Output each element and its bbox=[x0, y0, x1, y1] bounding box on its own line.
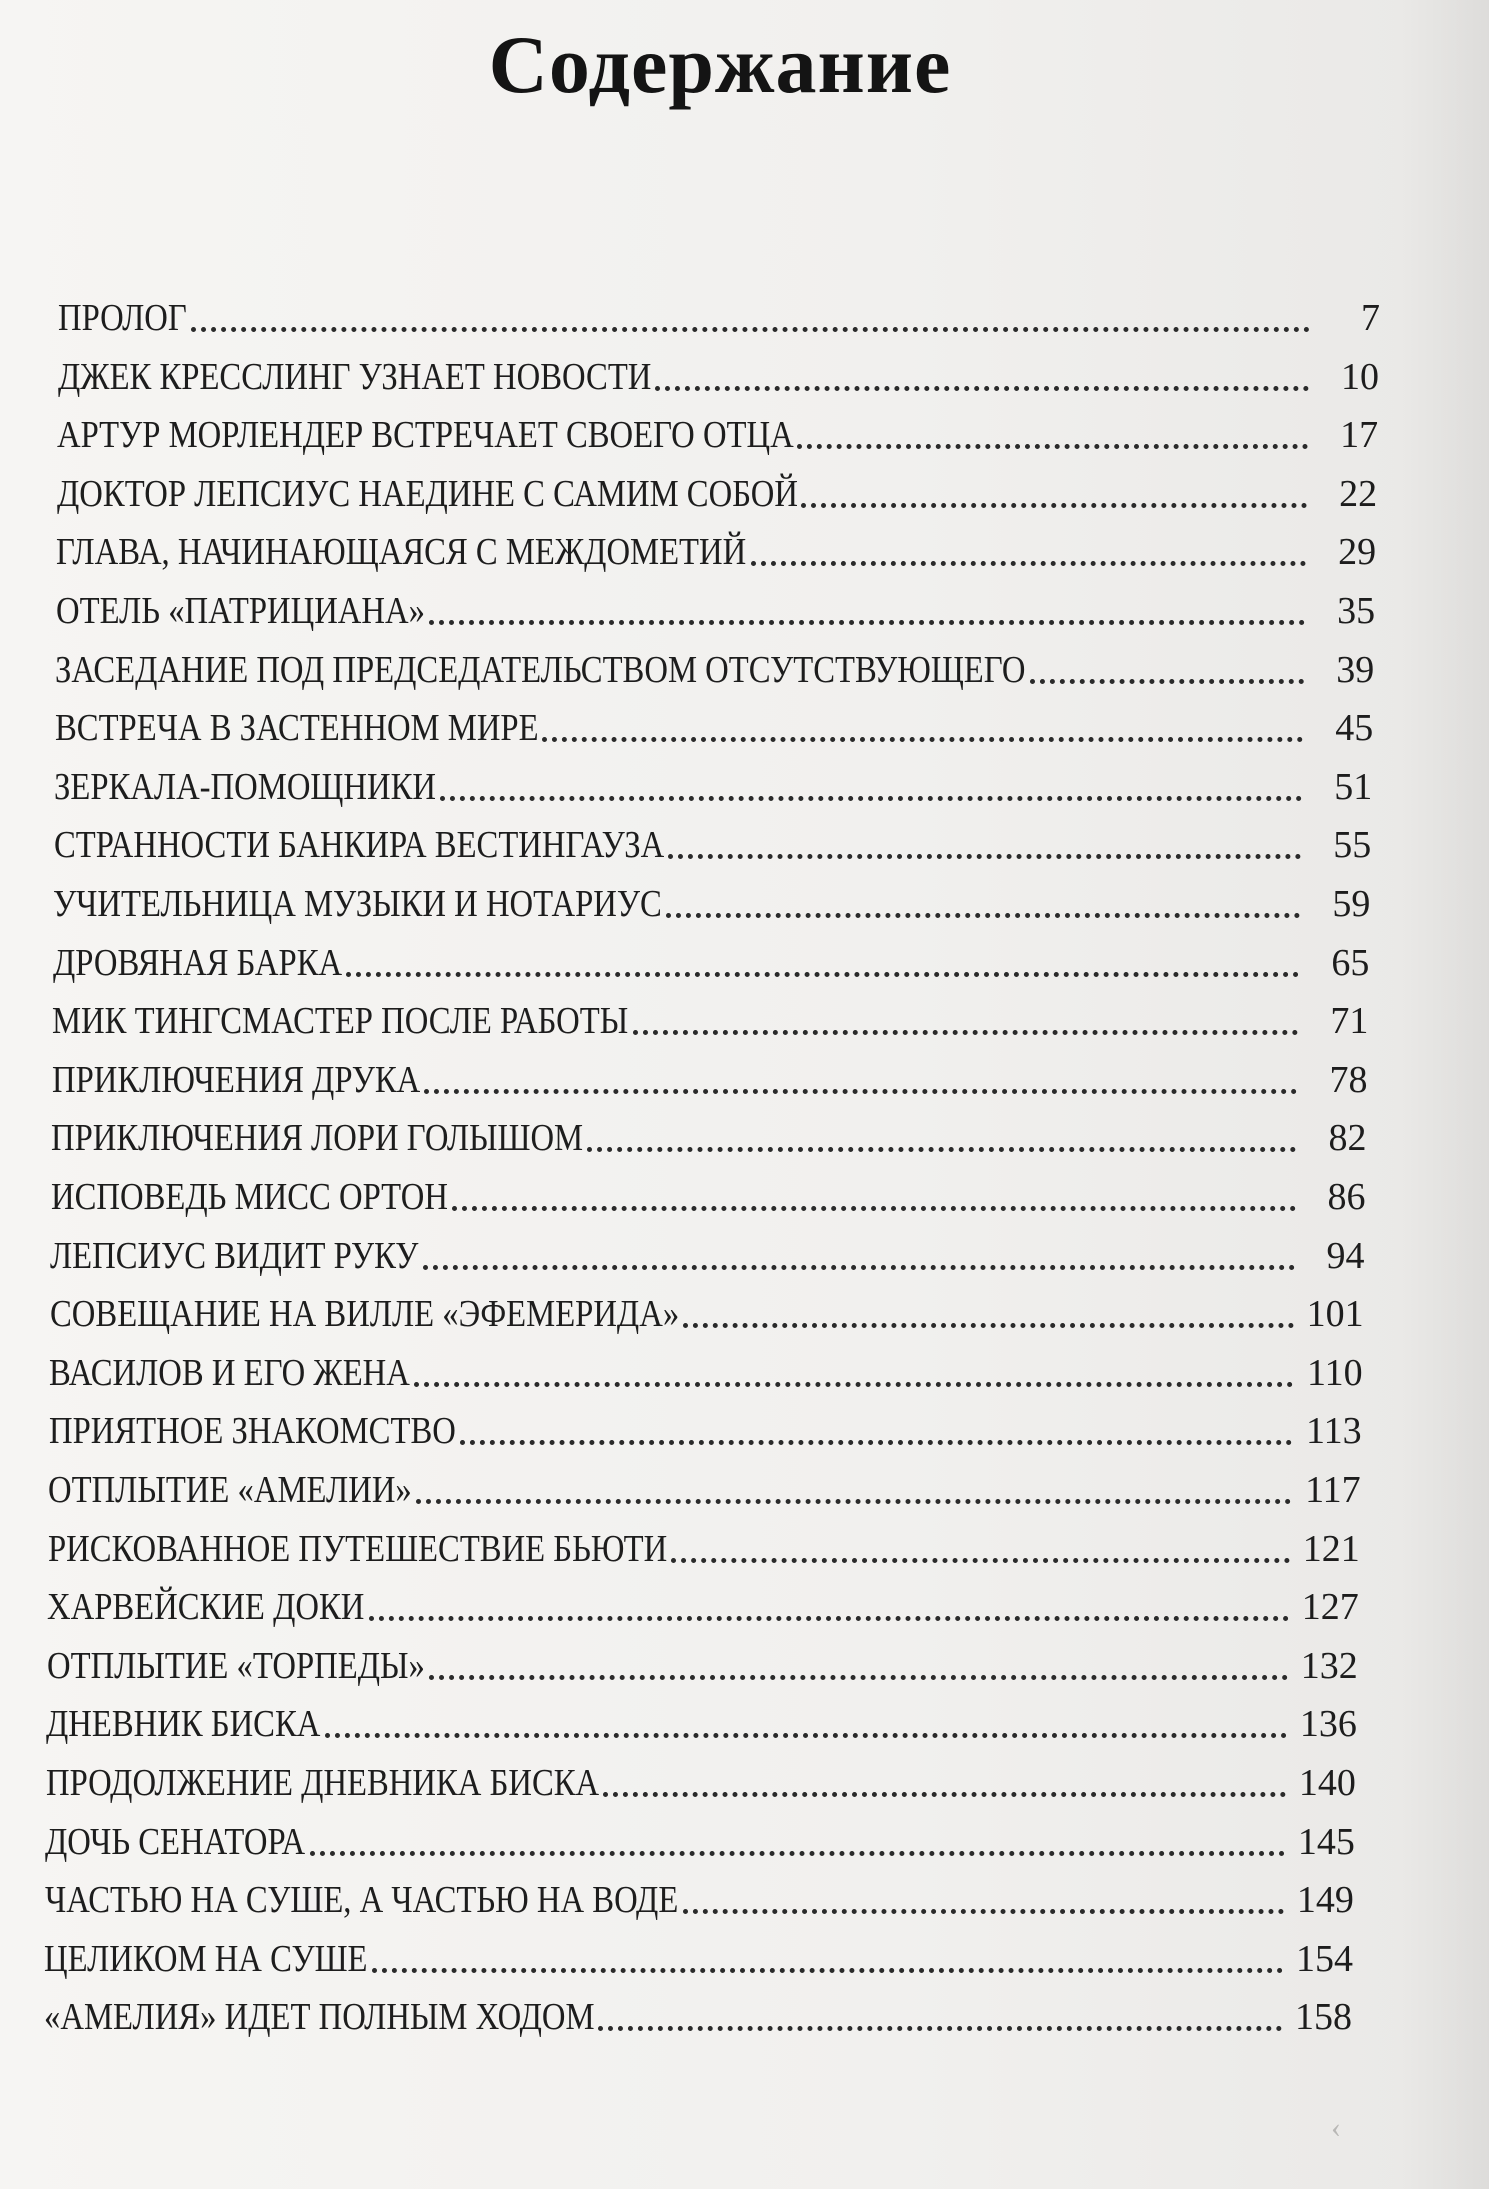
toc-entry bbox=[53, 868, 1370, 926]
toc-dot-leader bbox=[598, 2016, 1282, 2031]
toc-dot-leader bbox=[633, 1020, 1299, 1035]
toc-entry-page: 7 bbox=[1361, 297, 1380, 339]
toc-dot-leader bbox=[666, 903, 1301, 918]
toc-entry bbox=[54, 809, 1372, 867]
toc-entry-title: ДОЧЬ СЕНАТОРА bbox=[45, 1820, 306, 1863]
toc-entry-page: 140 bbox=[1298, 1762, 1356, 1804]
toc-entry-page: 78 bbox=[1329, 1058, 1368, 1101]
toc-dot-leader bbox=[440, 786, 1302, 801]
toc-entry-title: ПРИЯТНОЕ ЗНАКОМСТВО bbox=[48, 1410, 456, 1453]
toc-entry bbox=[44, 1923, 1352, 1981]
toc-entry bbox=[53, 927, 1370, 985]
toc-dot-leader bbox=[423, 1255, 1294, 1270]
toc-entry-page: 154 bbox=[1295, 1937, 1353, 1980]
toc-entry-page: 94 bbox=[1326, 1234, 1365, 1277]
toc-entry-title: СОВЕЩАНИЕ НА ВИЛЛЕ «ЭФЕМЕРИДА» bbox=[49, 1293, 679, 1336]
toc-entry bbox=[49, 1395, 1362, 1453]
toc-dot-leader bbox=[416, 1489, 1291, 1504]
toc-entry-title: ОТПЛЫТИЕ «АМЕЛИИ» bbox=[48, 1469, 413, 1511]
toc-dot-leader bbox=[424, 1079, 1297, 1094]
toc-dot-leader bbox=[668, 844, 1301, 859]
toc-entry-page: 149 bbox=[1296, 1879, 1354, 1922]
toc-dot-leader bbox=[191, 317, 1310, 332]
toc-entry-page: 35 bbox=[1337, 590, 1376, 632]
toc-entry bbox=[50, 1278, 1364, 1336]
toc-entry bbox=[57, 399, 1378, 457]
toc-dot-leader bbox=[801, 493, 1307, 508]
page-title: Содержание bbox=[488, 19, 952, 110]
toc-entry-page: 86 bbox=[1327, 1176, 1366, 1218]
toc-entry bbox=[47, 1571, 1358, 1629]
toc-entry bbox=[58, 282, 1380, 340]
toc-entry bbox=[47, 1630, 1358, 1688]
toc-entry-page: 110 bbox=[1307, 1351, 1363, 1394]
toc-entry-title: ПРОДОЛЖЕНИЕ ДНЕВНИКА БИСКА bbox=[45, 1762, 600, 1804]
toc-entry-title: ГЛАВА, НАЧИНАЮЩАЯСЯ С МЕЖДОМЕТИЙ bbox=[56, 531, 747, 574]
toc-entry bbox=[45, 1864, 1354, 1922]
toc-entry-title: ОТПЛЫТИЕ «ТОРПЕДЫ» bbox=[46, 1644, 425, 1687]
toc-dot-leader bbox=[683, 1899, 1284, 1914]
toc-dot-leader bbox=[414, 1372, 1293, 1387]
toc-entry-title: ДОКТОР ЛЕПСИУС НАЕДИНЕ С САМИМ СОБОЙ bbox=[56, 472, 798, 515]
toc-entry bbox=[54, 751, 1372, 809]
toc-entry-page: 117 bbox=[1305, 1469, 1361, 1511]
toc-dot-leader bbox=[372, 1958, 1283, 1973]
toc-entry bbox=[49, 1337, 1362, 1395]
toc-entry-title: ЛЕПСИУС ВИДИТ РУКУ bbox=[50, 1234, 419, 1277]
toc-entry-page: 10 bbox=[1341, 355, 1380, 398]
toc-entry-page: 121 bbox=[1302, 1527, 1360, 1570]
toc-entry bbox=[46, 1688, 1356, 1746]
toc-dot-leader bbox=[1030, 669, 1304, 684]
toc-entry-title: ХАРВЕЙСКИЕ ДОКИ bbox=[47, 1586, 365, 1629]
toc-entry-page: 132 bbox=[1300, 1644, 1358, 1687]
toc-entry-title: ОТЕЛЬ «ПАТРИЦИАНА» bbox=[55, 590, 425, 632]
toc-entry bbox=[52, 1044, 1368, 1102]
toc-entry-page: 158 bbox=[1295, 1996, 1352, 2039]
toc-entry-title: ЗЕРКАЛА-ПОМОЩНИКИ bbox=[54, 765, 437, 808]
toc-dot-leader bbox=[751, 551, 1307, 566]
toc-entry-page: 22 bbox=[1339, 472, 1378, 515]
toc-entry bbox=[55, 634, 1374, 692]
toc-entry-title: ПРИКЛЮЧЕНИЯ ЛОРИ ГОЛЫШОМ bbox=[51, 1117, 584, 1160]
toc-dot-leader bbox=[369, 1606, 1289, 1621]
toc-entry-page: 55 bbox=[1333, 824, 1372, 867]
toc-dot-leader bbox=[542, 727, 1304, 742]
toc-entry-title: ДЖЕК КРЕССЛИНГ УЗНАЕТ НОВОСТИ bbox=[57, 355, 651, 398]
toc-entry-title: МИК ТИНГСМАСТЕР ПОСЛЕ РАБОТЫ bbox=[52, 1000, 629, 1043]
toc-dot-leader bbox=[655, 376, 1309, 391]
toc-entry bbox=[48, 1454, 1360, 1512]
toc-entry bbox=[44, 1981, 1352, 2039]
toc-entry-title: ВАСИЛОВ И ЕГО ЖЕНА bbox=[49, 1351, 411, 1394]
toc-dot-leader bbox=[310, 1841, 1285, 1856]
toc-entry-title: ПРОЛОГ bbox=[58, 297, 187, 339]
toc-entry bbox=[45, 1806, 1354, 1864]
toc-entry-title: РИСКОВАННОЕ ПУТЕШЕСТВИЕ БЬЮТИ bbox=[47, 1527, 668, 1570]
toc-entry bbox=[56, 516, 1376, 574]
toc-entry bbox=[51, 1161, 1366, 1219]
toc-dot-leader bbox=[346, 962, 1299, 977]
toc-entry bbox=[56, 575, 1376, 633]
toc-entry-page: 127 bbox=[1301, 1586, 1359, 1629]
toc-dot-leader bbox=[587, 1137, 1296, 1152]
toc-entry-page: 39 bbox=[1336, 648, 1375, 691]
toc-entry bbox=[46, 1747, 1356, 1805]
toc-entry-page: 82 bbox=[1328, 1117, 1367, 1160]
toc-entry-page: 29 bbox=[1338, 531, 1377, 574]
toc-dot-leader bbox=[603, 1782, 1286, 1797]
toc-dot-leader bbox=[671, 1548, 1290, 1563]
toc-dot-leader bbox=[683, 1313, 1293, 1328]
toc-entry-title: ДРОВЯНАЯ БАРКА bbox=[52, 941, 342, 984]
toc-dot-leader bbox=[325, 1723, 1287, 1738]
toc-entry-page: 113 bbox=[1306, 1410, 1362, 1453]
toc-entry-title: ЧАСТЬЮ НА СУШЕ, А ЧАСТЬЮ НА ВОДЕ bbox=[44, 1879, 679, 1922]
toc-entry-title: АРТУР МОРЛЕНДЕР ВСТРЕЧАЕТ СВОЕГО ОТЦА bbox=[57, 414, 794, 457]
toc-dot-leader bbox=[460, 1430, 1292, 1445]
toc-entry-title: ВСТРЕЧА В ЗАСТЕННОМ МИРЕ bbox=[54, 707, 539, 750]
toc-entry bbox=[50, 1220, 1364, 1278]
toc-entry bbox=[57, 458, 1378, 516]
toc-dot-leader bbox=[429, 610, 1306, 625]
toc-entry bbox=[48, 1513, 1360, 1571]
toc-entry-page: 101 bbox=[1306, 1293, 1364, 1336]
toc-entry bbox=[55, 692, 1374, 750]
toc-entry-title: СТРАННОСТИ БАНКИРА ВЕСТИНГАУЗА bbox=[53, 824, 664, 867]
toc-entry-title: ЦЕЛИКОМ НА СУШЕ bbox=[44, 1937, 368, 1980]
toc-entry-page: 59 bbox=[1332, 883, 1371, 925]
toc-entry bbox=[51, 1102, 1366, 1160]
toc-entry-title: УЧИТЕЛЬНИЦА МУЗЫКИ И НОТАРИУС bbox=[53, 883, 662, 925]
toc-entry-page: 51 bbox=[1334, 765, 1373, 808]
toc-entry-title: ПРИКЛЮЧЕНИЯ ДРУКА bbox=[51, 1058, 420, 1101]
table-of-contents bbox=[0, 282, 1400, 2062]
toc-dot-leader bbox=[429, 1665, 1288, 1680]
page-corner-mark: ‹ bbox=[1331, 2111, 1341, 2144]
toc-entry-page: 145 bbox=[1297, 1820, 1355, 1863]
toc-entry-page: 136 bbox=[1299, 1703, 1357, 1746]
toc-dot-leader bbox=[797, 434, 1308, 449]
toc-entry-page: 71 bbox=[1330, 1000, 1369, 1043]
toc-entry bbox=[52, 985, 1368, 1043]
toc-entry-title: ИСПОВЕДЬ МИСС ОРТОН bbox=[50, 1176, 448, 1218]
toc-entry-page: 65 bbox=[1331, 941, 1370, 984]
toc-dot-leader bbox=[452, 1196, 1296, 1211]
page-edge-shadow bbox=[1399, 0, 1489, 2189]
toc-entry-title: «АМЕЛИЯ» ИДЕТ ПОЛНЫМ ХОДОМ bbox=[44, 1996, 595, 2039]
toc-entry-page: 17 bbox=[1340, 414, 1379, 457]
toc-entry-title: ДНЕВНИК БИСКА bbox=[46, 1703, 321, 1746]
toc-entry bbox=[58, 341, 1380, 399]
toc-entry-title: ЗАСЕДАНИЕ ПОД ПРЕДСЕДАТЕЛЬСТВОМ ОТСУТСТВУЮЩЕГО bbox=[55, 648, 1026, 691]
toc-entry-page: 45 bbox=[1335, 707, 1374, 750]
